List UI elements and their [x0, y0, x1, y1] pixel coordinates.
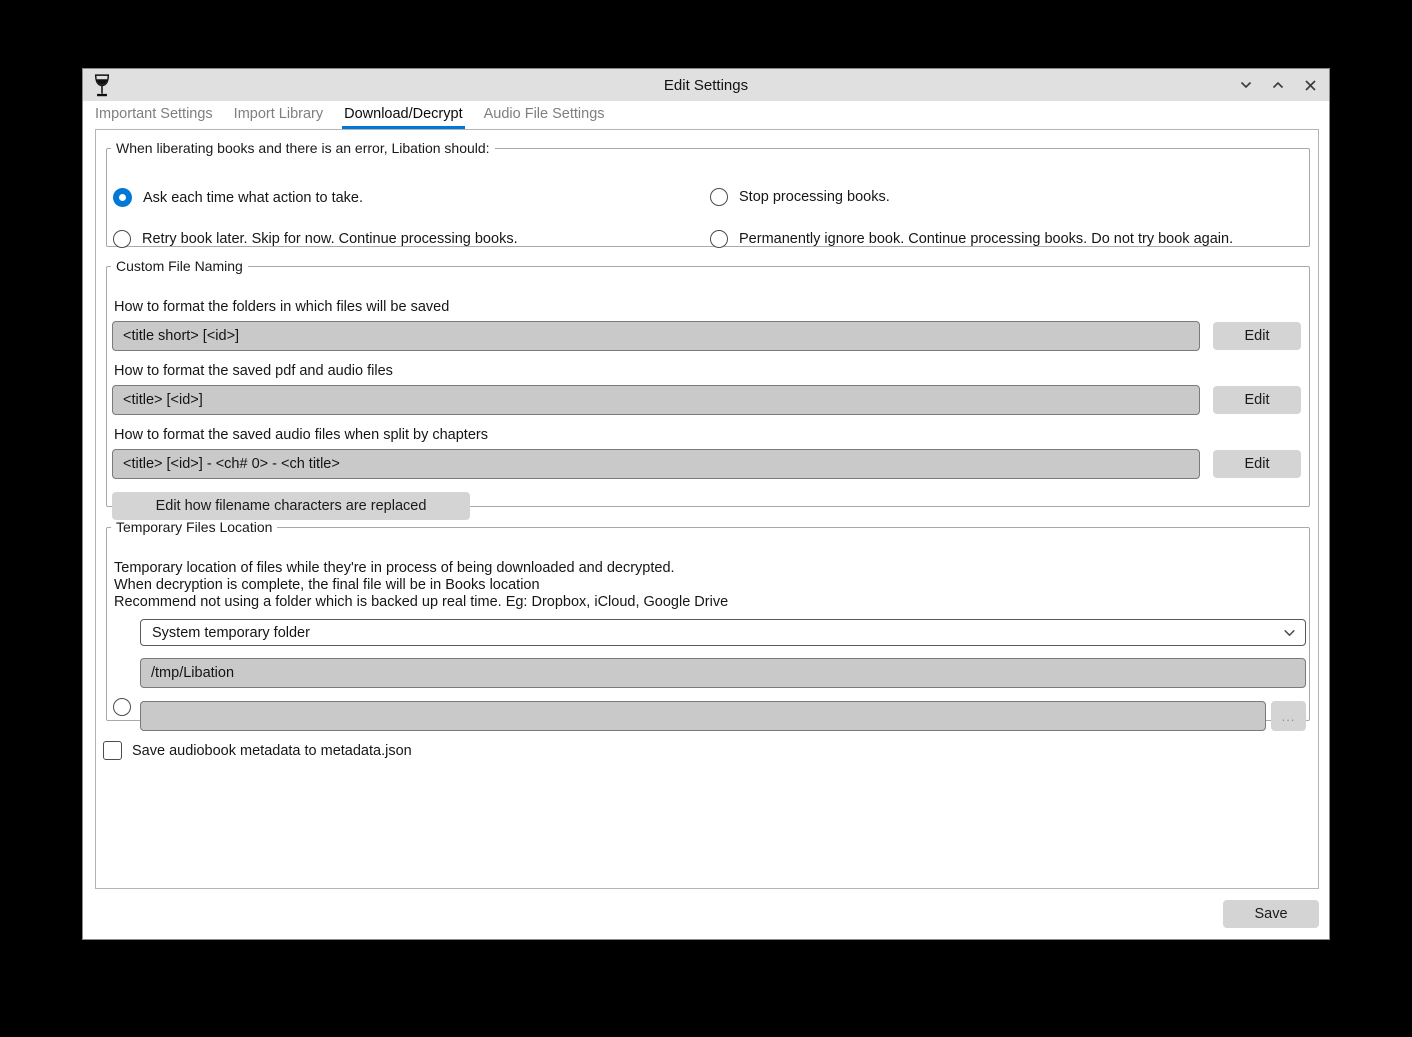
save-metadata-label: Save audiobook metadata to metadata.json	[132, 742, 412, 759]
edit-file-template-button[interactable]: Edit	[1213, 386, 1301, 414]
radio-option-ignore-book	[710, 230, 1233, 248]
custom-file-naming-group	[106, 258, 1310, 514]
edit-chapter-template-button[interactable]: Edit	[1213, 450, 1301, 478]
temporary-files-legend: Temporary Files Location	[116, 519, 273, 535]
window-controls	[1237, 69, 1319, 101]
minimize-button[interactable]	[1237, 76, 1255, 94]
system-temp-path-input[interactable]: /tmp/Libation	[140, 658, 1306, 688]
radio-option-stop-processing	[710, 188, 890, 206]
file-template-row	[112, 385, 1301, 415]
metadata-checkbox-row	[103, 741, 412, 760]
radio-option-ask-each-time	[113, 188, 363, 207]
error-handling-legend: When liberating books and there is an error, Libation should:	[116, 140, 490, 156]
description-line: Temporary location of files while they're in process of being downloaded and decrypted.	[114, 560, 675, 576]
radio-label: Retry book later. Skip for now. Continue processing books.	[142, 231, 518, 247]
radio-ignore-book[interactable]	[710, 230, 728, 248]
radio-custom-temp-folder[interactable]	[113, 698, 131, 716]
chapter-template-input[interactable]: <title> [<id>] - <ch# 0> - <ch title>	[112, 449, 1200, 479]
maximize-button[interactable]	[1269, 76, 1287, 94]
description-line: When decryption is complete, the final file will be in Books location	[114, 576, 540, 593]
radio-stop-processing[interactable]	[710, 188, 728, 206]
chevron-up-icon	[1271, 78, 1285, 92]
radio-label: Ask each time what action to take.	[143, 189, 364, 206]
error-handling-group	[106, 140, 1310, 247]
tab-audio-file-settings[interactable]: Audio File Settings	[483, 105, 605, 122]
custom-temp-path-input[interactable]	[140, 701, 1266, 731]
radio-retry-later[interactable]	[113, 230, 131, 248]
tab-download-decrypt[interactable]: Download/Decrypt	[342, 101, 464, 129]
edit-folder-template-button[interactable]: Edit	[1213, 322, 1301, 350]
save-button[interactable]: Save	[1223, 900, 1319, 928]
tab-import-library[interactable]: Import Library	[233, 105, 324, 122]
radio-label: Permanently ignore book. Continue processing books. Do not try book again.	[739, 231, 1234, 247]
close-icon	[1304, 79, 1317, 92]
browse-folder-button[interactable]: ...	[1271, 701, 1306, 731]
chevron-down-icon	[1239, 78, 1253, 92]
system-temp-path-row	[140, 658, 1306, 688]
window-title: Edit Settings	[663, 76, 749, 94]
chapter-template-row	[112, 449, 1301, 479]
temp-folder-dropdown[interactable]	[140, 619, 1306, 646]
tab-strip	[83, 101, 1329, 129]
tab-important-settings[interactable]: Important Settings	[95, 105, 213, 122]
folder-template-input[interactable]: <title short> [<id>]	[112, 321, 1200, 351]
temporary-files-group	[106, 519, 1310, 724]
close-button[interactable]	[1301, 76, 1319, 94]
radio-option-retry-later	[113, 230, 518, 248]
file-template-label: How to format the saved pdf and audio files	[114, 363, 393, 379]
temporary-files-description	[114, 560, 728, 610]
save-metadata-checkbox[interactable]	[103, 741, 122, 760]
radio-ask-each-time[interactable]	[113, 188, 132, 207]
edit-settings-window	[82, 68, 1330, 940]
temp-folder-dropdown-value: System temporary folder	[152, 624, 310, 641]
chevron-down-icon	[1282, 625, 1297, 640]
folder-template-label: How to format the folders in which files will be saved	[114, 299, 450, 315]
folder-template-row	[112, 321, 1301, 351]
description-line: Recommend not using a folder which is backed up real time. Eg: Dropbox, iCloud, Google Drive	[114, 593, 729, 610]
custom-file-naming-legend: Custom File Naming	[116, 258, 243, 274]
radio-label: Stop processing books.	[739, 189, 890, 205]
download-decrypt-panel	[95, 129, 1319, 889]
custom-temp-path-row	[140, 701, 1266, 731]
chapter-template-label: How to format the saved audio files when split by chapters	[114, 427, 488, 443]
file-template-input[interactable]: <title> [<id>]	[112, 385, 1200, 415]
edit-character-replacement-button[interactable]: Edit how filename characters are replaced	[112, 492, 470, 520]
title-bar	[83, 69, 1329, 101]
